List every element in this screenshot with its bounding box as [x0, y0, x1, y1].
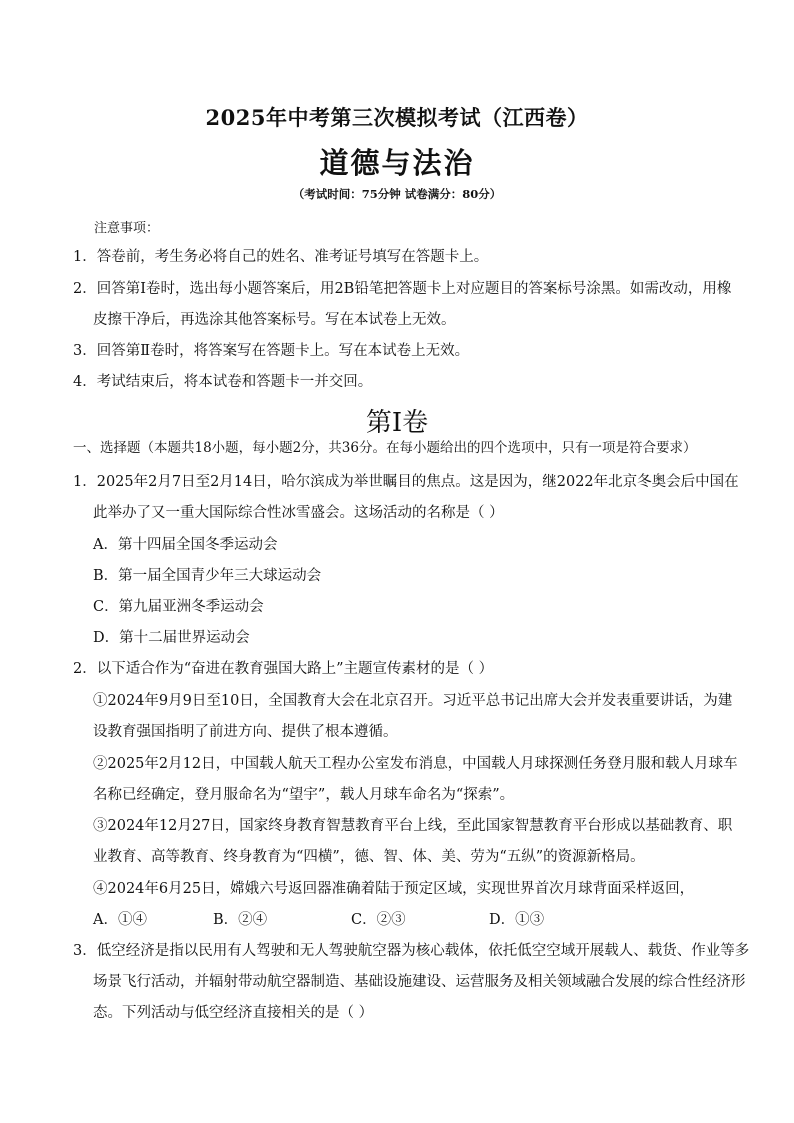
q1-option-b: B．第一届全国青少年三大球运动会 [93, 568, 322, 584]
q2-option-d: D．①③ [489, 912, 545, 928]
notice-item: 4．考试结束后，将本试卷和答题卡一并交回。 [73, 374, 373, 390]
q2-option-c: C．②③ [351, 912, 406, 928]
q2-options [93, 910, 544, 930]
q2-stem: 2．以下适合作为“奋进在教育强国大路上”主题宣传素材的是（ ） [73, 661, 494, 677]
notice-item: 3．回答第Ⅱ卷时，将答案写在答题卡上。写在本试卷上无效。 [73, 343, 470, 359]
q2-statement-3: ③2024年12月27日，国家终身教育智慧教育平台上线，至此国家智慧教育平台形成以基础教育、职 [93, 818, 733, 834]
section-instructions: 一、选择题（本题共18小题，每小题2分，共36分。在每小题给出的四个选项中，只有一项是符合要求） [73, 440, 697, 456]
exam-title: 2025年中考第三次模拟考试（江西卷） [205, 105, 589, 130]
notice-item-continued: 皮擦干净后，再选涂其他答案标号。写在本试卷上无效。 [93, 312, 456, 328]
q1-option-a: A．第十四届全国冬季运动会 [93, 537, 278, 553]
notice-item: 2．回答第Ⅰ卷时，选出每小题答案后，用2B铅笔把答题卡上对应题目的答案标号涂黑。如需改动，用橡 [73, 281, 732, 297]
q2-statement-1: ①2024年9月9日至10日，全国教育大会在北京召开。习近平总书记出席大会并发表重要讲话，为建 [93, 693, 733, 709]
q1-stem: 1．2025年2月7日至2月14日，哈尔滨成为举世瞩目的焦点。这是因为，继2022年北京冬奥会后中国在 [73, 474, 739, 490]
section-title: 第Ⅰ卷 [365, 408, 429, 438]
q2-statement-2: ②2025年2月12日，中国载人航天工程办公室发布消息，中国载人月球探测任务登月服和载人月球车 [93, 756, 738, 772]
q3-stem-continued: 场景飞行活动，并辐射带动航空器制造、基础设施建设、运营服务及相关领域融合发展的综合性经济形 [93, 974, 746, 990]
notice-heading: 注意事项： [94, 221, 160, 236]
subject-title: 道德与法治 [319, 146, 475, 180]
q3-stem: 3．低空经济是指以民用有人驾驶和无人驾驶航空器为核心载体，依托低空空域开展载人、载货、作业等多 [73, 943, 750, 959]
q2-option-b: B．②④ [213, 912, 268, 928]
q1-stem-continued: 此举办了又一重大国际综合性冰雪盛会。这场活动的名称是（ ） [93, 505, 504, 521]
q2-statement-3-continued: 业教育、高等教育、终身教育为“四横”，德、智、体、美、劳为“五纵”的资源新格局。 [93, 849, 645, 865]
exam-info: （考试时间：75分钟 试卷满分：80分） [292, 187, 502, 201]
q1-option-c: C．第九届亚洲冬季运动会 [93, 599, 264, 615]
q1-option-d: D．第十二届世界运动会 [93, 630, 250, 646]
q2-statement-1-continued: 设教育强国指明了前进方向、提供了根本遵循。 [93, 724, 398, 740]
q3-stem-continued: 态。下列活动与低空经济直接相关的是（ ） [93, 1005, 374, 1021]
q2-option-a: A．①④ [93, 912, 147, 928]
q2-statement-4: ④2024年6月25日，嫦娥六号返回器准确着陆于预定区域，实现世界首次月球背面采样返回， [93, 881, 695, 897]
notice-item: 1．答卷前，考生务必将自己的姓名、准考证号填写在答题卡上。 [73, 249, 489, 265]
q2-statement-2-continued: 名称已经确定，登月服命名为“望宇”，载人月球车命名为“探索”。 [93, 787, 515, 803]
